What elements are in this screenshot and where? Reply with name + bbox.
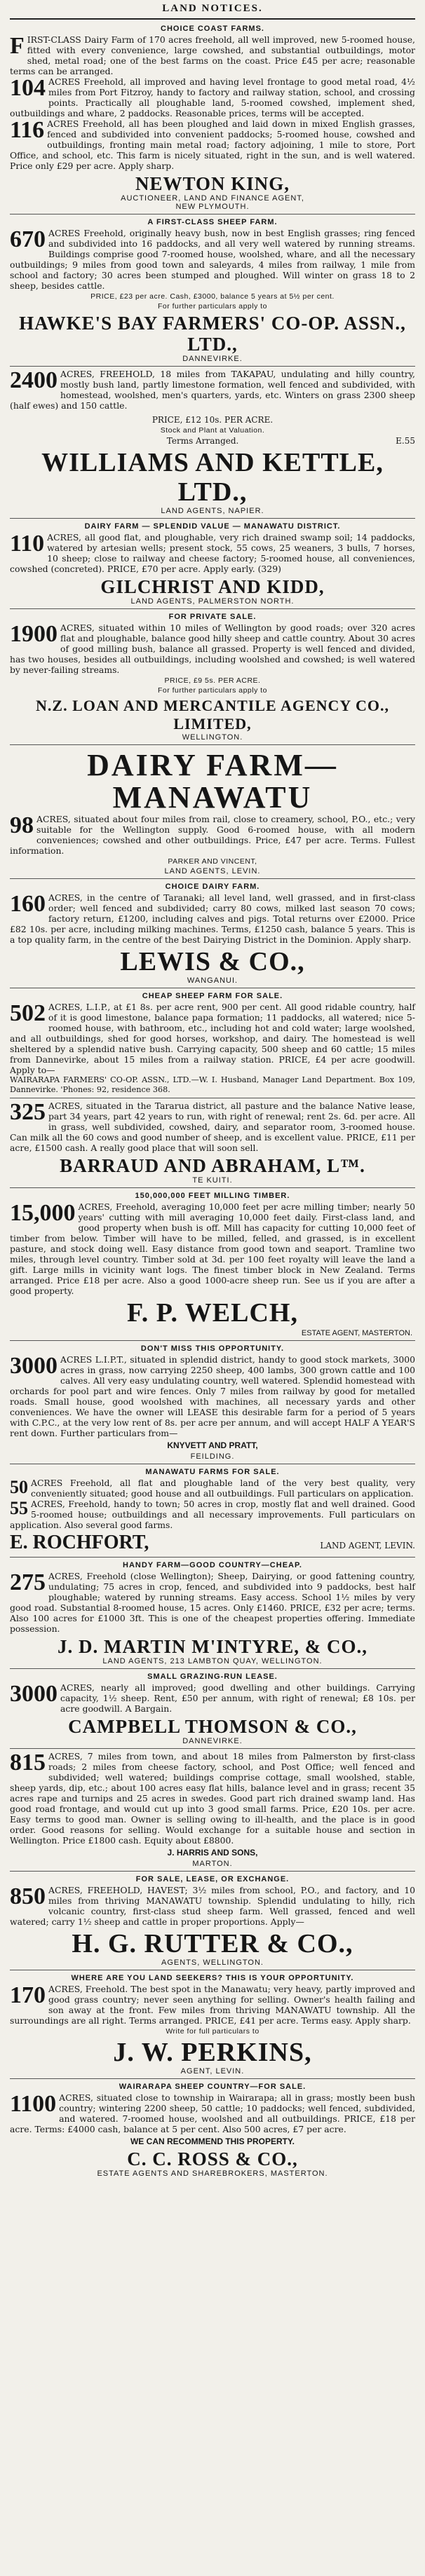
ad-body: ACRES, Freehold, handy to town; 50 acres in crop, mostly flat and well drained. Good 5-roomed house; outbuildings and all necessary improvements. Full particulars on application. Also several good farms. [10,1499,415,1530]
ad-heading: DON'T MISS THIS OPPORTUNITY. [140,1344,285,1353]
ad-agent-location: WANGANUI. [187,976,238,985]
ad-body: ACRES, L.I.P., at £1 8s. per acre rent, 900 per cent. All good ridable country, half of it is good limestone, balance papa formation; 11 paddocks, all watered; nice 5-roomed house, with bathroom, etc., including hot and cold water; large woolshed, and all outbuildings, shed for good horses, workshop, and dairy. The homestead is well sheltered by a splendid native bush. Carrying capacity, 500 sheep and 60 cattle; 15 miles from Dannevirke, about 15 miles from a railway station. PRICE, £4 per acre goodwill. Apply to— [10,1002,415,1075]
ad-agent-name: N.Z. LOAN AND MERCANTILE AGENCY CO., LIMITED, [36,697,389,732]
ad-paragraph [10,1984,415,2026]
ad-heading: HANDY FARM—GOOD COUNTRY—CHEAP. [123,1561,302,1569]
ad-agent-role: LAND AGENT, LEVIN. [320,1541,415,1551]
ad-heading: CHOICE DAIRY FARM. [165,882,260,891]
ad-agent-name: KNYVETT AND PRATT, [167,1440,258,1450]
ad-body: IRST-CLASS Dairy Farm of 170 acres freehold, all well improved, new 5-roomed house, fitted with every convenience, large cowshed, and substantial outbuildings, motor shed, metal road; one of the best farms on the coast. Price £45 per acre; reasonable terms can be arranged. [10,34,415,76]
ad-agent-name: PARKER AND VINCENT, [168,857,257,866]
ad-body: ACRES, Freehold, averaging 10,000 feet per acre milling timber; nearly 50 years' cutting with mill averaging 10,000 feet daily. First-class land, and good property when bush is off. Mill has capacity for cutting 10,000 feet of timber from below. Timber will have to be milled, felled, and grassed, is in excellent pasture, and stock doing well. Easy distance from good town and seaport. Tramline two miles, through level country. Timber sold at 3d. per 100 feet royalty will leave the land a gift. Large mills in vicinity want logs. The finest timber block in New Zealand. Terms arranged. Price £18 per acre. Also a good 1000-acre sheep run. See us if you are after a good property. [10,1201,415,1296]
ad-price: PRICE, £9 5s. PER ACRE. [164,676,261,685]
ad-paragraph [10,1002,415,1075]
ad-choice-dairy-farm [10,879,415,988]
ad-lead-figure: 15,000 [10,1200,76,1226]
ad-agent-location: LAND AGENTS, NAPIER. [161,507,264,515]
ad-paragraph [10,1354,415,1438]
ad-dairy-farm-manawatu [10,745,415,879]
ad-heading: DAIRY FARM — SPLENDID VALUE — MANAWATU DISTRICT. [84,522,341,531]
ad-paragraph [10,1751,415,1846]
ad-agent-location: FEILDING. [190,1452,235,1461]
ad-body: ACRES, FREEHOLD, 18 miles from TAKAPAU, undulating and hilly country, mostly bush land, partly limestone formation, well fenced and subdivided, with homestead, woolshed, men's quarters, yards, etc. Winters on grass 2300 sheep (half ewes) and 150 cattle. [10,369,415,411]
ad-lead-figure: 670 [10,226,46,252]
ad-note: Write for full particulars to [166,2027,259,2036]
ad-heading: CHEAP SHEEP FARM FOR SALE. [142,992,283,1000]
ad-price: PRICE, £12 10s. PER ACRE. [151,415,274,425]
ad-agent-location: DANNEVIRKE. [182,1737,243,1745]
ad-sale-lease-exchange [10,1872,415,1970]
ad-body: ACRES Freehold, all improved and having level frontage to good metal road, 4½ miles from Port Fitzroy, handy to factory and railway station, school, and crossing points. Practically all ploughable land, 5-roomed cowshed, implement shed, outbuildings and whare, 2 paddocks. Reasonable prices, terms will be accepted. [10,76,415,118]
ad-heading: WHERE ARE YOU LAND SEEKERS? THIS IS YOUR OPPORTUNITY. [71,1974,354,1982]
ad-agent-name: BARRAUD AND ABRAHAM, L™. [60,1155,365,1176]
ad-dairy-manawatu [10,519,415,609]
ad-agent-location: LAND AGENTS, LEVIN. [164,867,261,875]
ad-lead-figure: 50 [10,1477,28,1497]
ad-agent-name: J. W. PERKINS, [113,2038,312,2067]
ad-cheap-sheep-farm [10,988,415,1098]
ad-sheep-farm [10,214,415,367]
ad-lead-figure: 502 [10,1000,46,1026]
ad-paragraph [10,76,415,118]
ad-milling-timber [10,1188,415,1341]
ad-paragraph [10,1499,415,1530]
ad-lead-figure: 160 [10,891,46,917]
ad-lead-figure: 325 [10,1099,46,1125]
ad-agent-location: LAND AGENTS, PALMERSTON NORTH. [130,597,295,606]
ad-lead-figure: 3000 [10,1681,58,1707]
ad-body: ACRES, situated about four miles from rail, close to creamery, school, P.O., etc.; very suitable for the Wellington supply. Good 6-roomed house, with all modern conveniences; cowshed and other outbuildings. Price, £47 per acre. Terms. Fullest information. [10,814,415,856]
ad-lead-figure: 55 [10,1498,28,1518]
ad-lead-figure: 110 [10,531,45,557]
ad-lead-figure: 3000 [10,1353,58,1379]
ad-agent-location: NEW PLYMOUTH. [175,203,250,211]
ad-agent-name: HAWKE'S BAY FARMERS' CO-OP. ASSN., LTD., [19,313,406,355]
ad-grazing-run [10,1669,415,1749]
ad-note: For further particulars apply to [157,686,268,695]
ad-takapau [10,367,415,519]
ad-tararua [10,1098,415,1188]
ad-lead-figure: 98 [10,812,34,838]
ad-heading: CHOICE COAST FARMS. [161,25,264,33]
ad-agent-name: F. P. WELCH, [127,1298,298,1328]
ad-heading: 150,000,000 FEET MILLING TIMBER. [135,1192,290,1200]
ad-private-sale [10,609,415,745]
ad-body: ACRES, nearly all improved; good dwelling and other buildings. Carrying capacity, 1½ sheep. Rent, £50 per annum, with right of renewal; £8 10s. per acre goodwill. A Bargain. [60,1682,415,1714]
ad-heading: SMALL GRAZING-RUN LEASE. [147,1672,278,1681]
ad-paragraph [10,1100,415,1153]
ad-dont-miss [10,1341,415,1464]
ad-body: ACRES, situated within 10 miles of Wellington by good roads; over 320 acres flat and ploughable, balance good hilly sheep and cattle country. About 30 acres of good milling bush, balance all grassed. Property is well fenced and divided, has two houses, besides all outbuildings, including woolshed and cowshed; is well watered by never-failing streams. [10,622,415,675]
ad-handy-farm [10,1558,415,1669]
ad-agent-name: NEWTON KING, [135,173,290,194]
ad-agent-name: CAMPBELL THOMSON & CO., [68,1716,357,1737]
ad-body: ACRES Freehold, originally heavy bush, now in best English grasses; ring fenced and subdivided into 16 paddocks, and all very well watered by running streams. Buildings comprise good 7-roomed house, woolshed, whare, and all the necessary outbuildings; 9 miles from good town and saleyards, 4 miles from railway, 1 mile from school and factory; 30 acres been stumped and ploughed. Will winter on grass 18 to 2 sheep, besides cattle. [10,228,415,291]
ad-body: ACRES, Freehold. The best spot in the Manawatu; very heavy, partly improved and good grass country; never seen anything for selling. Owner's health failing and son away at the front. Few miles from thriving MANAWATU township. All the surroundings are all right. Terms arranged. PRICE, £41 per acre. Terms easy. Apply sharp. [10,1984,415,2026]
ad-agent-name: WILLIAMS AND KETTLE, LTD., [41,448,384,507]
ad-paragraph [10,1682,415,1714]
ad-land-seekers [10,1970,415,2079]
ad-ref: E.55 [396,436,415,446]
ad-agent-role: AUCTIONEER, LAND AND FINANCE AGENT, [121,194,304,203]
ad-body: ACRES Freehold, all has been ploughed and laid down in mixed English grasses, fenced and subdivided into convenient paddocks; 5-roomed house, cowshed and outbuildings, fronting main metal road; factory adjoining, 1 mile to store, Port Office, and school, etc. This farm is nicely situated, right in the sun, and is well watered. Price only £29 per acre. Apply sharp. [10,118,415,171]
ad-paragraph [10,1478,415,1499]
ad-body: ACRES, in the centre of Taranaki; all level land, well grassed, and in first-class order; well fenced and subdivided; carry 80 cows, milked last season 70 cows; factory return, £1200, including calves and pigs. Total returns over £2000. Price £82 10s. per acre, including milking machines. Terms, £1250 cash, balance 5 years. This is a top quality farm, in the centre of the best Dairying District in the Dominion. Apply sharp. [10,892,415,945]
ad-815-acres [10,1749,415,1872]
ad-recommend: WE CAN RECOMMEND THIS PROPERTY. [130,2137,295,2146]
ad-paragraph [10,369,415,411]
ad-lead-figure: 850 [10,1883,46,1909]
ad-terms-row [10,436,415,446]
ad-paragraph [10,814,415,856]
ad-choice-coast-farms [10,21,415,214]
ad-paragraph [10,1885,415,1927]
ad-agent-name: E. ROCHFORT, [10,1532,149,1553]
ad-paragraph [10,622,415,675]
ad-agent-location: AGENT, LEVIN. [180,2067,245,2076]
ad-body: ACRES L.I.P.T., situated in splendid district, handy to good stock markets, 3000 acres in grass, now carrying 2250 sheep, 400 lambs, 300 grown cattle and 100 calves. All very easy undulating country, well watered. Splendid homestead with orchards for pool part and wire fences. Only 7 miles from railway by good for metalled roads. Small house, good woolshed with machines, all necessary yards and other conveniences. We have the owner will LEASE this desirable farm for a period of 5 years with C.P.C., at the very low rent of 8s. per acre per annum, and will accept HALF A YEAR'S rent down. Further particulars from— [10,1354,416,1438]
ad-agent-location: AGENTS, WELLINGTON. [161,1958,264,1967]
ad-lead-figure: F [10,33,25,59]
ad-paragraph [10,532,415,574]
ad-signature: WAIRARAPA FARMERS' CO-OP. ASSN., LTD.—W. I. Husband, Manager Land Department. Box 109, Dannevirke. 'Phones: 92, residence 368. [10,1075,415,1094]
ad-heading: MANAWATU FARMS FOR SALE. [145,1468,280,1476]
ad-body: ACRES, 7 miles from town, and about 18 miles from Palmerston by first-class roads; 2 miles from cheese factory, school, and Post Office; well fenced and subdivided; well watered; buildings comprise cottage, small woolshed, stable, sheep yards, dip, etc.; about 100 acres easy flat hills, balance level and in grass; recent 35 acres rape and turnips and 25 acres in swedes. Good part rich drained swamp land. Has good road frontage, and would cut up into 3 good small farms. Price, £20 10s. per acre. Easy terms to good man. Owner is selling owing to ill-health, and the place is in good order. Good reasons for selling. Would exchange for a suitable house and section in Wellington. Price £1800 cash. Equity about £8800. [10,1751,415,1846]
ad-agent-name: J. HARRIS AND SONS, [167,1848,258,1858]
ad-lead-figure: 116 [10,117,45,143]
ad-price: PRICE, £23 per acre. Cash, £3000, balance 5 years at 5½ per cent. [90,292,335,301]
ad-agent-location: TE KUITI. [192,1176,233,1185]
ad-agent-name: GILCHRIST AND KIDD, [100,576,325,597]
ad-heading: FOR SALE, LEASE, OR EXCHANGE. [135,1875,290,1883]
ad-lead-figure: 275 [10,1569,46,1595]
ad-paragraph [10,2092,415,2134]
ad-lead-figure: 815 [10,1750,46,1776]
ad-price-note: Stock and Plant at Valuation. [160,426,265,435]
masthead: LAND NOTICES. [162,3,263,14]
ad-heading: A FIRST-CLASS SHEEP FARM. [147,218,278,226]
ad-agent-name: J. D. MARTIN M'INTYRE, & CO., [57,1636,368,1657]
ad-lead-figure: 170 [10,1982,46,2008]
ad-lead-figure: 1900 [10,621,58,647]
ad-agent-location: LAND AGENTS, 213 LAMBTON QUAY, WELLINGTON. [102,1657,323,1665]
ad-body: ACRES, situated close to township in Wairarapa; all in grass; mostly been bush country; wintering 2200 sheep, 50 cattle; 10 paddocks; well fenced, subdivided, and watered. 7-roomed house, woolshed and all outbuildings. PRICE, £18 per acre. Terms: £4000 cash, balance at 5 per cent. Also 500 acres, £7 per acre. [10,2092,415,2134]
ad-body: ACRES, all good flat, and ploughable, very rich drained swamp soil; 14 paddocks, watered by artesian wells; present stock, 55 cows, 25 weaners, 3 bulls, 7 horses, 10 sheep; close to railway and cheese factory; 5-roomed house, all conveniences, cowshed (concreted). PRICE, £70 per acre. Apply early. (329) [10,532,415,574]
ad-lead-figure: 104 [10,75,46,101]
ad-heading: WAIRARAPA SHEEP COUNTRY—FOR SALE. [119,2083,306,2091]
ad-body: ACRES, situated in the Tararua district, all pasture and the balance Native lease, part 34 years, part 42 years to run, with right of renewal; rent 2s. 6d. per acre. All in grass, well subdivided, cowshed, dairy, and separator room, 3-roomed house. Can milk all the 60 cows and good number of sheep, and is excellent value. PRICE, £11 per acre, £1500 cash. A really good place that will soon sell. [10,1100,415,1153]
ad-agent-name: C. C. ROSS & CO., [127,2148,298,2169]
ad-paragraph [10,1201,415,1296]
ad-paragraph [10,118,415,171]
ad-body: ACRES Freehold, all flat and ploughable land of the very best quality, very conveniently situated; good house and all outbuildings. Full particulars on application. [31,1478,415,1499]
ad-paragraph [10,228,415,291]
ad-heading: FOR PRIVATE SALE. [168,613,257,621]
ad-agent-location: DANNEVIRKE. [182,355,243,363]
ad-agent-name: LEWIS & CO., [120,947,305,976]
ad-terms: Terms Arranged. [166,436,239,446]
ad-paragraph [10,1571,415,1634]
masthead-rule [10,18,415,20]
ad-body: ACRES, Freehold (close Wellington); Sheep, Dairying, or good fattening country, undulating; 75 acres in crop, fenced, and subdivided into 9 paddocks, best half ploughable; watered by running streams. Easy access. School 1½ miles by very good road. Substantial 8-roomed house, 15 acres. Only £1460. PRICE, £32 per acre; terms. Also 100 acres for £1000 3ft. This is one of the cheapest properties offering. Immediate possession. [10,1571,415,1634]
ad-manawatu-farms [10,1464,415,1558]
ad-body: ACRES, FREEHOLD, HAVEST; 3½ miles from school, P.O., and factory, and 10 miles from thriving MANAWATU township. Splendid undulating to hilly, rich volcanic country, first-class stud sheep farm. Well grassed, fenced and well watered; carry 1½ sheep and cattle in proper proportions. Apply— [10,1885,415,1927]
ad-paragraph [10,34,415,76]
ad-paragraph [10,892,415,945]
ad-lead-figure: 1100 [10,2091,57,2117]
ad-agent-location: MARTON. [192,1860,233,1868]
ad-agent-location: WELLINGTON. [182,733,243,742]
ad-agent-row [10,1532,415,1554]
ad-agent-location: ESTATE AGENT, MASTERTON. [301,1329,412,1337]
ad-agent-location: ESTATE AGENTS AND SHAREBROKERS, MASTERTON. [97,2169,328,2178]
ad-agent-name: H. G. RUTTER & CO., [72,1929,353,1958]
ad-lead-figure: 2400 [10,367,58,393]
ad-title: DAIRY FARM—MANAWATU [87,748,338,815]
ad-note: For further particulars apply to [157,302,268,311]
ad-wairarapa-sheep [10,2079,415,2181]
